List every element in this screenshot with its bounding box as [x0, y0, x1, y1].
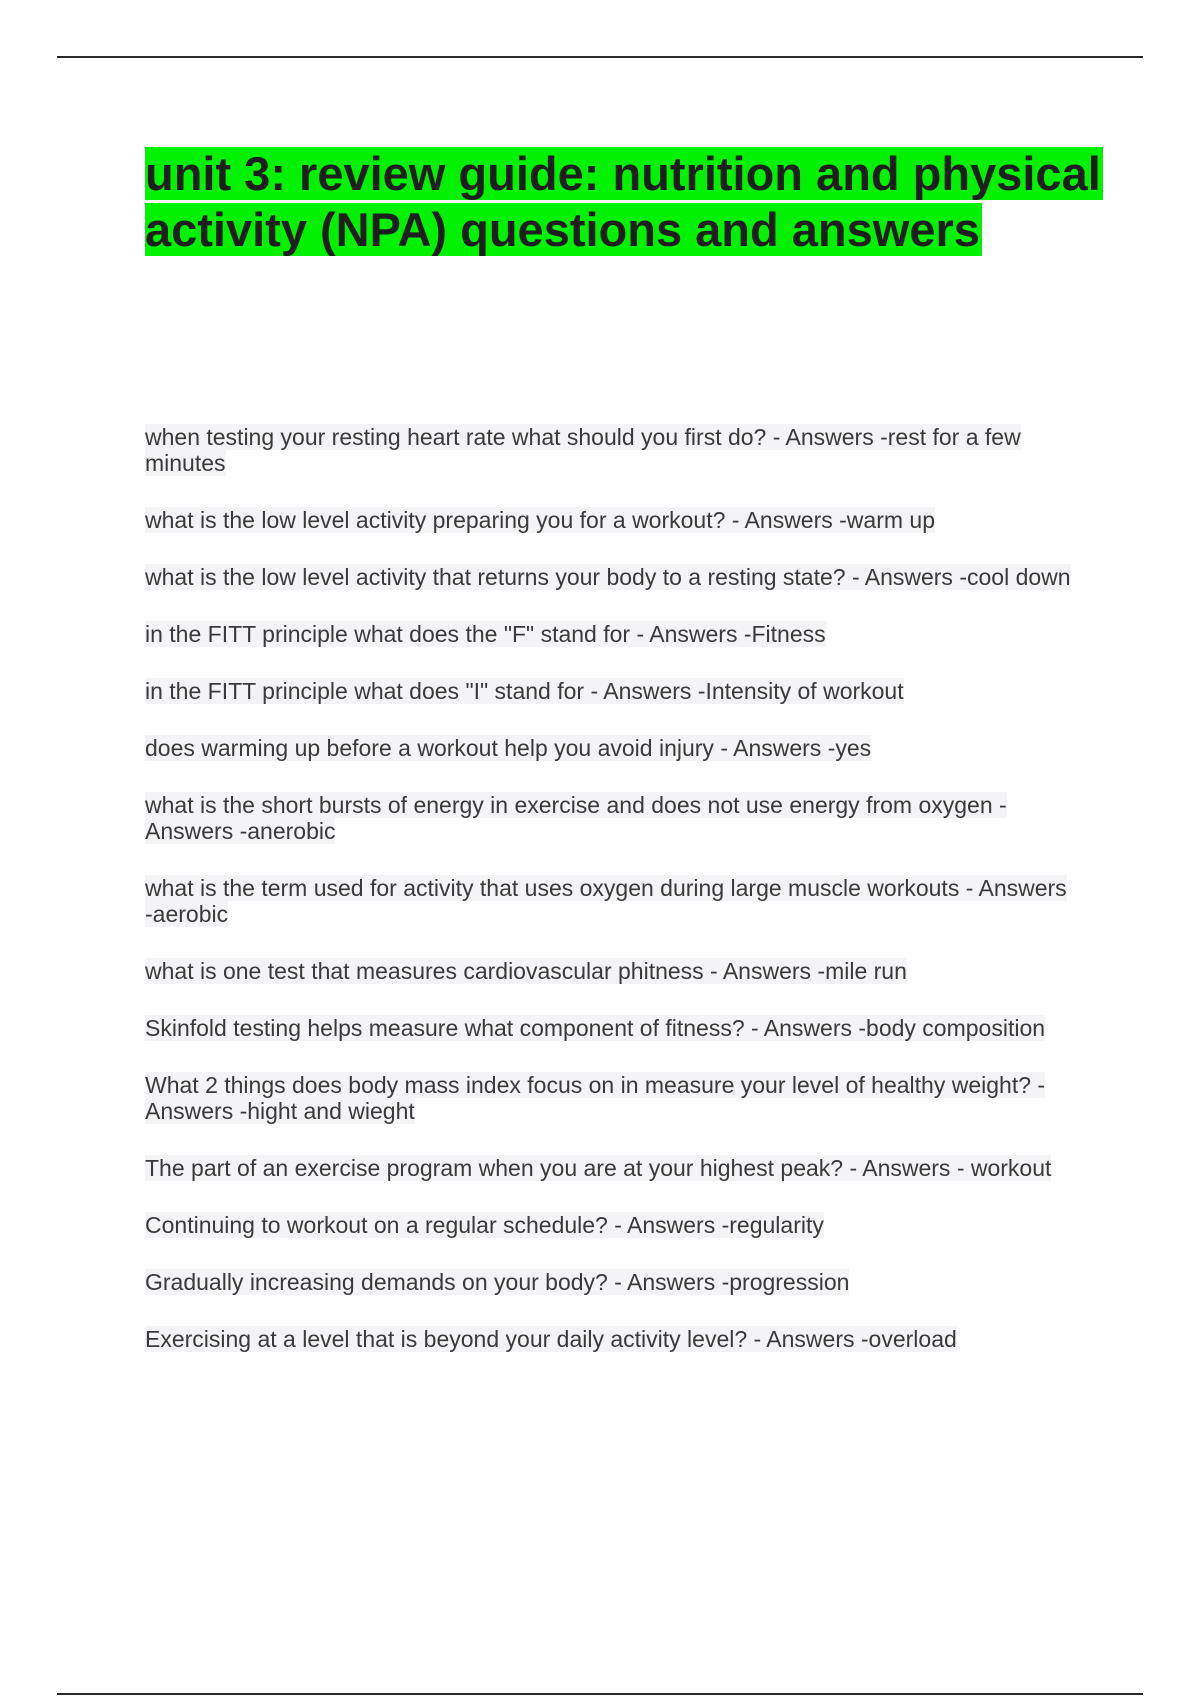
- qa-item: Continuing to workout on a regular schedule? - Answers -regularity: [145, 1212, 824, 1238]
- qa-item: does warming up before a workout help you avoid injury - Answers -yes: [145, 735, 872, 761]
- qa-item: Exercising at a level that is beyond your daily activity level? - Answers -overload: [145, 1326, 957, 1352]
- qa-item: in the FITT principle what does "I" stand for - Answers -Intensity of workout: [145, 678, 904, 704]
- header-rule: [57, 56, 1143, 58]
- title-highlight: unit 3: review guide: nutrition and physical activity (NPA) questions and answers: [145, 147, 1101, 256]
- qa-item: when testing your resting heart rate what should you first do? - Answers -rest for a few minutes: [145, 424, 1021, 476]
- footer-rule: [57, 1693, 1143, 1695]
- qa-item: Skinfold testing helps measure what component of fitness? - Answers -body composition: [145, 1015, 1046, 1041]
- qa-item: what is the low level activity that returns your body to a resting state? - Answers -cool down: [145, 564, 1071, 590]
- qa-list: [145, 424, 1080, 1383]
- qa-item: what is one test that measures cardiovascular phitness - Answers -mile run: [145, 958, 907, 984]
- document-title: [145, 146, 1105, 258]
- qa-item: What 2 things does body mass index focus on in measure your level of healthy weight? - Answers -hight and wieght: [145, 1072, 1046, 1124]
- qa-item: in the FITT principle what does the "F" stand for - Answers -Fitness: [145, 621, 826, 647]
- qa-item: what is the low level activity preparing you for a workout? - Answers -warm up: [145, 507, 935, 533]
- qa-item: The part of an exercise program when you are at your highest peak? - Answers - workout: [145, 1155, 1052, 1181]
- qa-item: what is the term used for activity that uses oxygen during large muscle workouts - Answers -aerobic: [145, 875, 1067, 927]
- qa-item: Gradually increasing demands on your body? - Answers -progression: [145, 1269, 850, 1295]
- qa-item: what is the short bursts of energy in exercise and does not use energy from oxygen - Answers -anerobic: [145, 792, 1007, 844]
